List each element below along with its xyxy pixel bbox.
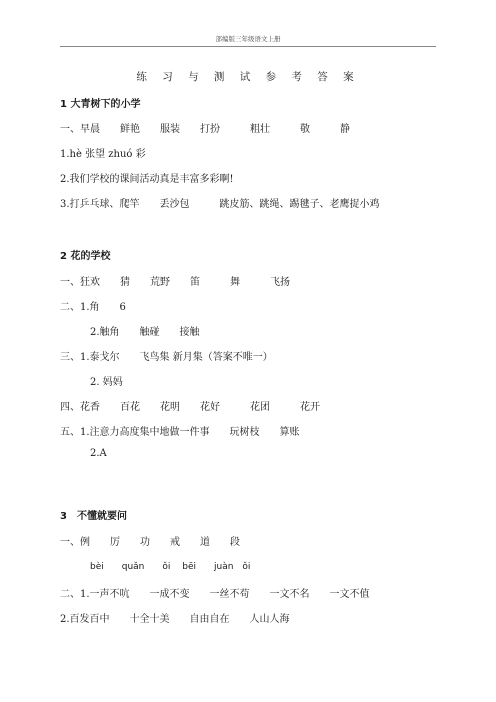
lesson-1-line-3: 2.我们学校的课间活动真是丰富多彩啊! [60,174,234,185]
lesson-1-line-1: 一、早晨 鲜艳 服装 打扮 粗壮 敬 静 [60,124,350,135]
lesson-2-line-1: 一、狂欢 猜 荒野 笛 舞 飞扬 [60,277,290,288]
lesson-2-line-4: 三、1.泰戈尔 飞鸟集 新月集（答案不唯一） [60,352,273,363]
lesson-3-line-2: bèi quǎn ǒi bēi juàn ǒi [90,562,251,572]
lesson-3-heading: 3 不懂就要问 [60,511,127,522]
lesson-2-line-2: 二、1.角 6 [60,302,126,313]
lesson-3-line-1: 一、例 厉 功 戒 道 段 [60,537,240,548]
header-divider [60,46,436,47]
lesson-2-heading: 2 花的学校 [60,251,111,262]
page-title: 练 习 与 测 试 参 考 答 案 [136,71,360,83]
lesson-2-line-8: 2.A [90,448,107,459]
lesson-1-line-4: 3.打乒乓球、爬竿 丢沙包 跳皮筋、跳绳、踢毽子、老鹰捉小鸡 [60,199,380,210]
lesson-2-line-3: 2.触角 触碰 接触 [90,327,200,338]
lesson-1-line-2: 1.hè 张望 zhuó 彩 [60,149,146,160]
lesson-2-line-5: 2. 妈妈 [90,377,123,388]
lesson-1-heading: 1 大青树下的小学 [60,99,141,110]
lesson-3-line-3: 二、1.一声不吭 一成不变 一丝不苟 一文不名 一文不值 [60,589,370,600]
lesson-2-line-7: 五、1.注意力高度集中地做一件事 玩树枝 算账 [60,427,300,438]
lesson-2-line-6: 四、花香 百花 花明 花好 花团 花开 [60,402,320,413]
page-header: 部编版三年级语文上册 [215,35,281,43]
lesson-3-line-4: 2.百发百中 十全十美 自由自在 人山人海 [60,614,290,625]
